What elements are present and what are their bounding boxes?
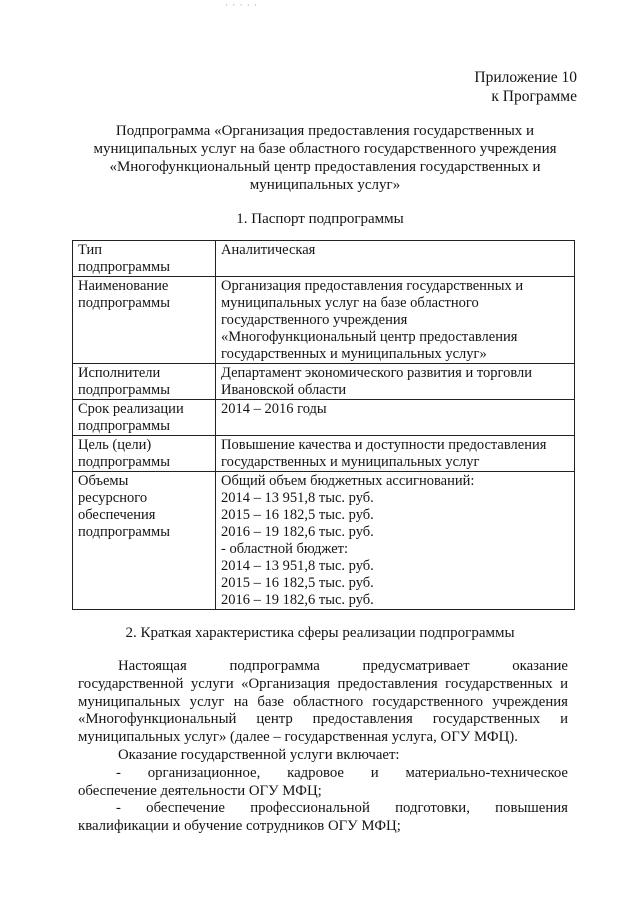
word: подготовки, bbox=[395, 800, 470, 817]
passport-row-term bbox=[73, 400, 575, 436]
appendix-line: Приложение 10 bbox=[474, 69, 577, 86]
label-line: Тип bbox=[78, 242, 103, 258]
label-line: подпрограммы bbox=[78, 524, 170, 540]
value-line: 2014 – 2016 годы bbox=[221, 401, 327, 417]
word: подпрограмма bbox=[229, 658, 320, 674]
value-line: «Многофункциональный центр предоставления bbox=[221, 329, 518, 345]
word: оказание bbox=[512, 658, 568, 674]
passport-row-name bbox=[73, 277, 575, 364]
value-line: государственных и муниципальных услуг bbox=[221, 454, 480, 470]
label-line: подпрограммы bbox=[78, 382, 170, 398]
document-title bbox=[70, 122, 580, 194]
label-line: Наименование bbox=[78, 278, 169, 294]
row-label bbox=[73, 364, 216, 400]
section-2-heading: 2. Краткая характеристика сферы реализации подпрограммы bbox=[125, 625, 515, 641]
value-line: 2016 – 19 182,6 тыс. руб. bbox=[221, 524, 374, 540]
label-line: подпрограммы bbox=[78, 295, 170, 311]
word: профессиональной bbox=[250, 800, 370, 817]
value-line: 2014 – 13 951,8 тыс. руб. bbox=[221, 490, 374, 506]
row-value bbox=[216, 436, 575, 472]
bullet-2-rest: квалификации и обучение сотрудников ОГУ МФЦ; bbox=[78, 818, 401, 835]
paragraph-2: Оказание государственной услуги включает: bbox=[118, 746, 400, 763]
label-line: Объемы bbox=[78, 473, 129, 489]
label-line: Исполнители bbox=[78, 365, 161, 381]
value-line: государственного учреждения bbox=[221, 312, 408, 328]
label-line: подпрограммы bbox=[78, 454, 170, 470]
body-text bbox=[78, 658, 568, 836]
label-line: Срок реализации bbox=[78, 401, 184, 417]
row-value bbox=[216, 277, 575, 364]
passport-table bbox=[72, 240, 575, 610]
value-line: Ивановской области bbox=[221, 382, 347, 398]
label-line: обеспечения bbox=[78, 507, 156, 523]
passport-row-funding bbox=[73, 472, 575, 610]
section-1-heading: 1. Паспорт подпрограммы bbox=[236, 211, 404, 227]
word: предусматривает bbox=[362, 658, 470, 674]
title-line: Подпрограмма «Организация предоставления государственных и bbox=[115, 123, 535, 139]
word: повышения bbox=[495, 800, 568, 817]
passport-row-executors bbox=[73, 364, 575, 400]
value-line: муниципальных услуг на базе областного bbox=[221, 295, 479, 311]
row-label bbox=[73, 277, 216, 364]
value-line: 2016 – 19 182,6 тыс. руб. bbox=[221, 592, 374, 608]
bullet-2-first-line bbox=[78, 800, 568, 818]
row-label bbox=[73, 400, 216, 436]
word: кадровое bbox=[287, 764, 344, 781]
title-line: муниципальных услуг» bbox=[249, 177, 401, 193]
word: материально-техническое bbox=[405, 764, 568, 781]
value-line: Общий объем бюджетных ассигнований: bbox=[221, 473, 475, 489]
value-line: 2015 – 16 182,5 тыс. руб. bbox=[221, 507, 374, 523]
word: организационное, bbox=[147, 764, 261, 781]
bullet-1-first-line bbox=[78, 765, 568, 783]
value-line: Организация предоставления государственных и bbox=[221, 278, 524, 294]
row-value bbox=[216, 241, 575, 277]
paragraph-1-rest: государственной услуги «Организация предоставления государственных и муниципальных услуг на базе областного государственного учреждения «Многофункциональный центр предоставления государственных и муниципальных услуг» (далее – государственная услуга, ОГУ МФЦ). bbox=[78, 675, 568, 746]
row-label bbox=[73, 241, 216, 277]
row-value bbox=[216, 364, 575, 400]
value-line: Повышение качества и доступности предоставления bbox=[221, 437, 547, 453]
value-line: Аналитическая bbox=[221, 242, 316, 258]
value-line: 2015 – 16 182,5 тыс. руб. bbox=[221, 575, 374, 591]
paragraph-1-first-line bbox=[78, 658, 568, 676]
label-line: подпрограммы bbox=[78, 418, 170, 434]
word: и bbox=[370, 764, 379, 781]
row-label bbox=[73, 472, 216, 610]
title-line: муниципальных услуг на базе областного государственного учреждения bbox=[93, 141, 557, 157]
row-label bbox=[73, 436, 216, 472]
value-line: Департамент экономического развития и торговли bbox=[221, 365, 532, 381]
word: обеспечение bbox=[146, 800, 225, 817]
passport-row-goal bbox=[73, 436, 575, 472]
label-line: Цель (цели) bbox=[78, 437, 152, 453]
bullet-1-rest: обеспечение деятельности ОГУ МФЦ; bbox=[78, 782, 322, 799]
row-value bbox=[216, 472, 575, 610]
scan-marks: · · · · · bbox=[225, 0, 258, 10]
row-value bbox=[216, 400, 575, 436]
appendix-line: к Программе bbox=[491, 88, 577, 105]
word: Настоящая bbox=[118, 658, 187, 674]
value-line: 2014 – 13 951,8 тыс. руб. bbox=[221, 558, 374, 574]
label-line: ресурсного bbox=[78, 490, 148, 506]
passport-row-type bbox=[73, 241, 575, 277]
value-line: - областной бюджет: bbox=[221, 541, 349, 557]
bullet-dash: - bbox=[116, 764, 121, 781]
bullet-dash: - bbox=[116, 800, 121, 817]
value-line: государственных и муниципальных услуг» bbox=[221, 346, 487, 362]
label-line: подпрограммы bbox=[78, 259, 170, 275]
title-line: «Многофункциональный центр предоставления государственных и bbox=[109, 159, 541, 175]
appendix-note bbox=[474, 68, 577, 106]
